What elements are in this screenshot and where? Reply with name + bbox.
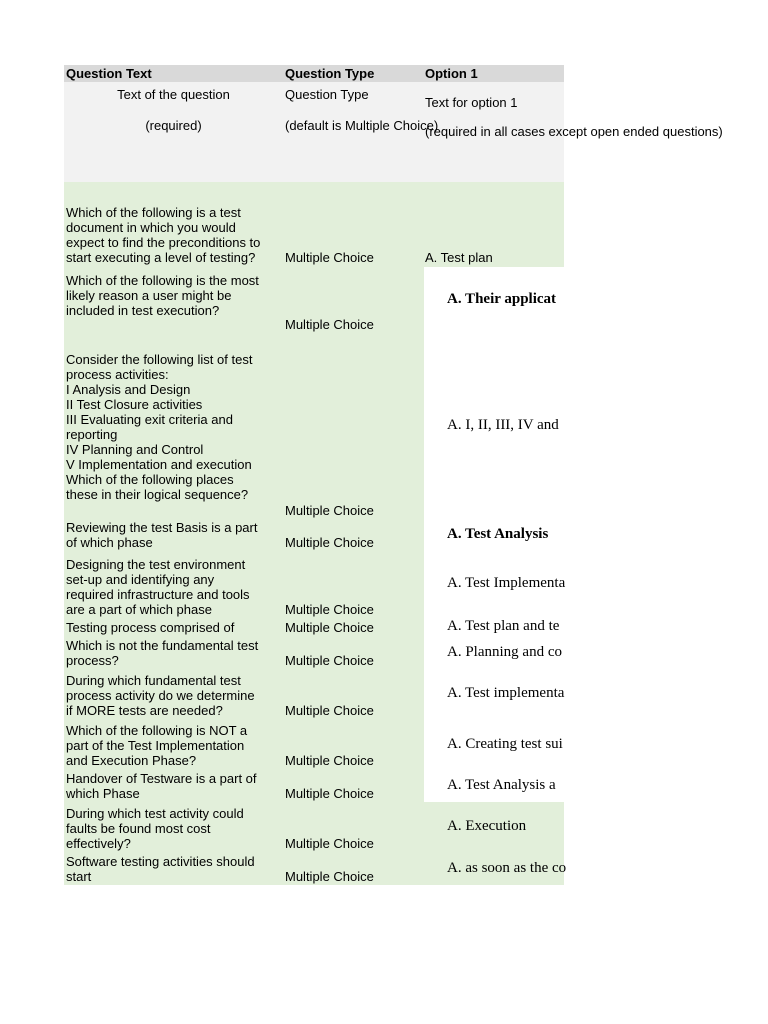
header-row — [64, 65, 564, 82]
desc-question-text-line1[interactable]: Text of the question — [117, 87, 230, 102]
row-12-type[interactable]: Multiple Choice — [285, 869, 374, 884]
row-1-option[interactable]: A. Test plan — [425, 250, 493, 265]
header-question-type[interactable]: Question Type — [285, 66, 375, 81]
row-5-question[interactable]: Designing the test environment set-up and identifying any required infrastructure and tools are a part of which phase — [66, 557, 250, 617]
row-8-question[interactable]: During which fundamental test process activity do we determine if MORE tests are needed? — [66, 673, 255, 718]
desc-question-type-line2[interactable]: (default is Multiple Choice) — [285, 118, 439, 133]
row-11-question[interactable]: During which test activity could faults be found most cost effectively? — [66, 806, 244, 851]
row-9-type[interactable]: Multiple Choice — [285, 753, 374, 768]
row-8-type[interactable]: Multiple Choice — [285, 703, 374, 718]
row-3-option[interactable]: A. I, II, III, IV and — [447, 417, 559, 433]
desc-option1-line1[interactable]: Text for option 1 — [425, 95, 518, 110]
row-7-question[interactable]: Which is not the fundamental test process? — [66, 638, 259, 668]
desc-option1-line2[interactable]: (required in all cases except open ended questions) — [425, 124, 723, 139]
row-6-option[interactable]: A. Test plan and te — [447, 618, 560, 634]
row-2-question[interactable]: Which of the following is the most likely reason a user might be included in test execution? — [66, 273, 259, 318]
row-5-option[interactable]: A. Test Implementa — [447, 575, 566, 591]
row-12-option[interactable]: A. as soon as the co — [447, 860, 567, 876]
row-4-option[interactable]: A. Test Analysis — [447, 526, 549, 542]
row-2-type[interactable]: Multiple Choice — [285, 317, 374, 332]
desc-question-type-line1[interactable]: Question Type — [285, 87, 369, 102]
row-10-option[interactable]: A. Test Analysis a — [447, 777, 556, 793]
row-6-question[interactable]: Testing process comprised of — [66, 620, 235, 635]
row-10-type[interactable]: Multiple Choice — [285, 786, 374, 801]
row-4-type[interactable]: Multiple Choice — [285, 535, 374, 550]
row-1-question[interactable]: Which of the following is a test document in which you would expect to find the preconditions to start executing a level of testing? — [66, 205, 261, 265]
row-5-type[interactable]: Multiple Choice — [285, 602, 374, 617]
row-3-type[interactable]: Multiple Choice — [285, 503, 374, 518]
row-2-option[interactable]: A. Their applicat — [447, 291, 557, 307]
desc-question-text-line2[interactable]: (required) — [145, 118, 202, 133]
row-9-option[interactable]: A. Creating test sui — [447, 736, 563, 752]
header-question-text[interactable]: Question Text — [66, 66, 152, 81]
row-3-question[interactable]: Consider the following list of test process activities: I Analysis and Design II Test Closure activities III Evaluating exit criteria and reporting IV Planning and Control V Implementation and execution Which of the following places these in their logical sequence? — [66, 352, 253, 502]
row-7-option[interactable]: A. Planning and co — [447, 644, 562, 660]
row-11-type[interactable]: Multiple Choice — [285, 836, 374, 851]
row-7-type[interactable]: Multiple Choice — [285, 653, 374, 668]
row-6-type[interactable]: Multiple Choice — [285, 620, 374, 635]
row-8-option[interactable]: A. Test implementa — [447, 685, 565, 701]
row-10-question[interactable]: Handover of Testware is a part of which Phase — [66, 771, 257, 801]
row-12-question[interactable]: Software testing activities should start — [66, 854, 255, 884]
row-4-question[interactable]: Reviewing the test Basis is a part of which phase — [66, 520, 258, 550]
row-9-question[interactable]: Which of the following is NOT a part of the Test Implementation and Execution Phase? — [66, 723, 248, 768]
row-11-option[interactable]: A. Execution — [447, 818, 527, 834]
row-1-type[interactable]: Multiple Choice — [285, 250, 374, 265]
header-option-1[interactable]: Option 1 — [425, 66, 478, 81]
